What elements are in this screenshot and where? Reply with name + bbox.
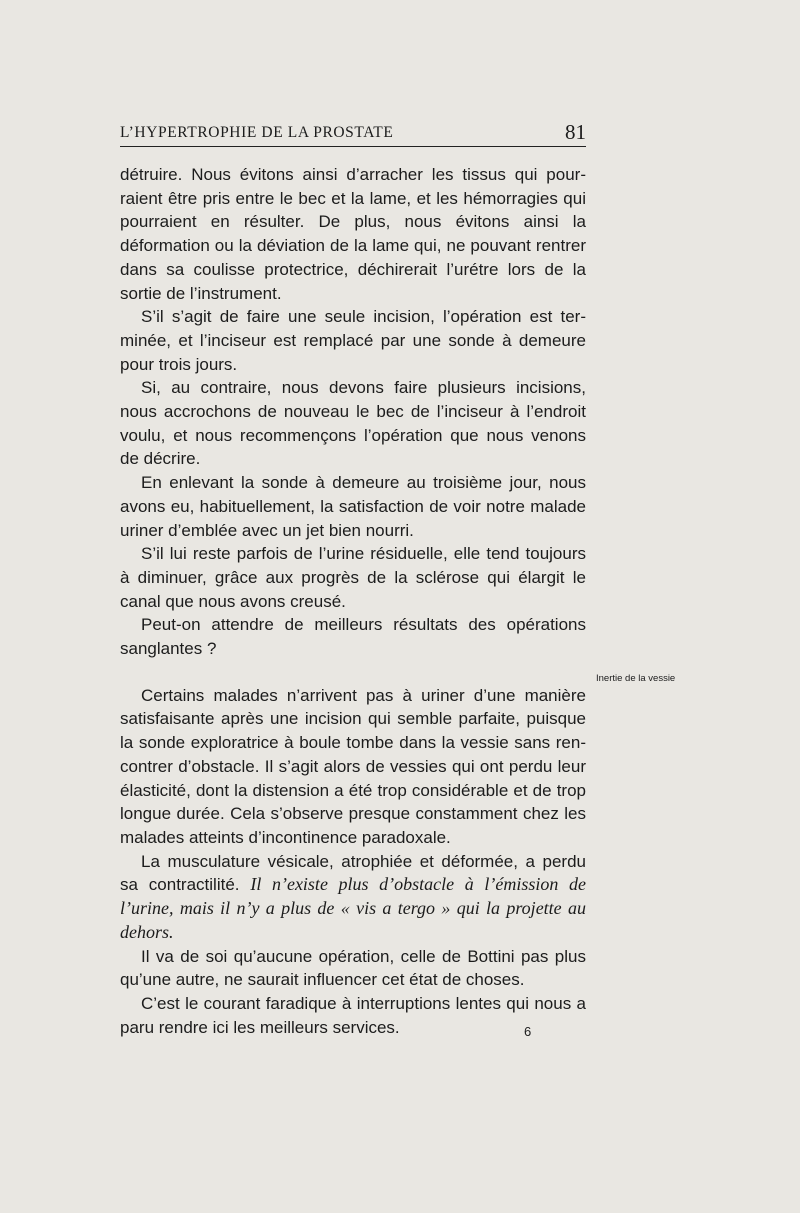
paragraph-2: S’il s’agit de faire une seule incision, l’opération est terminée, et l’inciseur est remplacé par une sonde à demeure pour trois jours. [120, 307, 586, 374]
running-title: L’HYPERTROPHIE DE LA PROSTATE [120, 124, 394, 141]
signature-mark: 6 [524, 1024, 532, 1039]
paragraph-9: Il va de soi qu’aucune opération, celle de Bottini pas plus qu’une autre, ne saurait influencer cet état de choses. [120, 946, 586, 990]
paragraph-6: Peut-on attendre de meilleurs résultats des opérations sanglantes ? [120, 615, 586, 659]
page-number: 81 [565, 120, 586, 144]
paragraph-1: détruire. Nous évitons ainsi d’arracher les tissus qui pourraient être pris entre le bec et la lame, et les hémorragies qui pourraient en résulter. De plus, nous évitons ainsi la déformation ou la déviation de la lame qui, ne pouvant rentrer dans sa coulisse protectrice, déchirerait l’urétre lors de la sortie de l’instrument. [120, 165, 586, 303]
body-text [120, 163, 586, 1039]
paragraph-7: Certains malades n’arrivent pas à uriner d’une manière satisfaisante après une incision qui semble parfaite, puisque la sonde exploratrice à boule tombe dans la vessie sans rencontrer d’obstacle. Il s’agit alors de vessies qui ont perdu leur élasticité, dont la distension a été trop considérable et de trop longue durée. Cela s’observe presque constamment chez les malades atteints d’incontinence paradoxale. [120, 685, 586, 847]
paragraph-8 [120, 850, 586, 945]
header-rule [120, 146, 586, 147]
running-head [120, 118, 586, 148]
margin-note: Inertie de la vessie [596, 673, 676, 684]
paragraph-10: C’est le courant faradique à interruptions lentes qui nous a paru rendre ici les meilleurs services. [120, 993, 586, 1037]
paragraph-5: S’il lui reste parfois de l’urine résiduelle, elle tend toujours à diminuer, grâce aux progrès de la sclérose qui élargit le canal que nous avons creusé. [120, 544, 586, 611]
paragraph-3: Si, au contraire, nous devons faire plusieurs incisions, nous accrochons de nouveau le bec de l’inciseur à l’endroit voulu, et nous recommençons l’opération que nous venons de décrire. [120, 378, 586, 469]
paragraph-4: En enlevant la sonde à demeure au troisième jour, nous avons eu, habituellement, la satisfaction de voir notre malade uriner d’emblée avec un jet bien nourri. [120, 473, 586, 540]
paragraph-8-italic: Il n’existe plus d’obstacle à l’émission de l’urine, mais il n’y a plus de « vis a tergo » qui la projette au dehors. [120, 874, 586, 942]
paragraph-8-start: La musculature vésicale, atrophiée et déformée, a perdu sa contractilité. [120, 851, 586, 895]
